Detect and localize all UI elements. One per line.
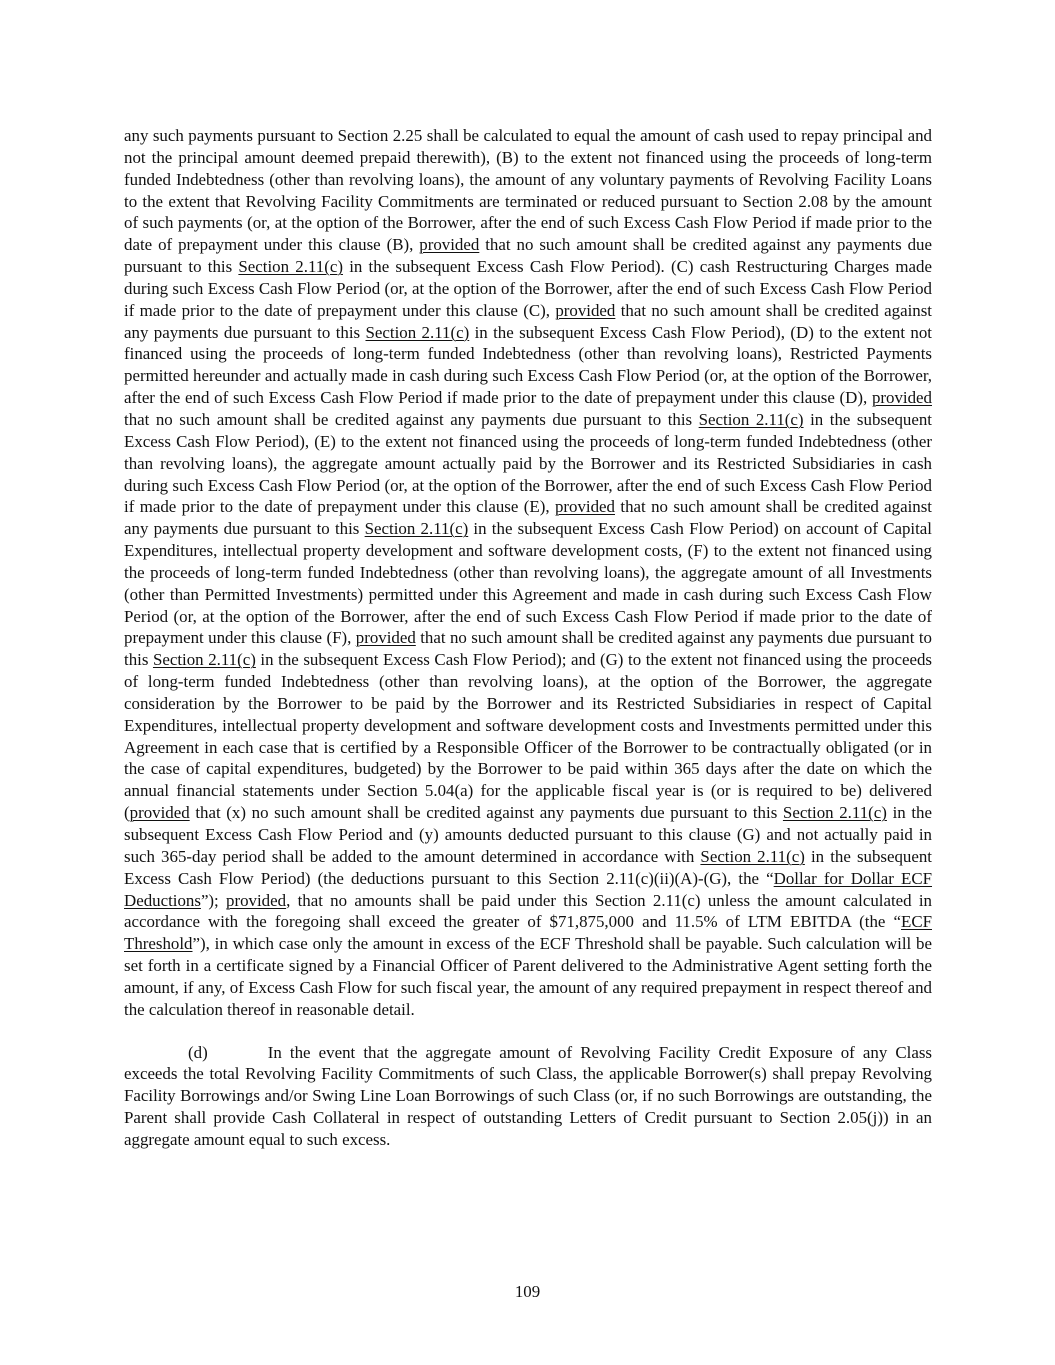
defined-term-provided: provided: [226, 890, 287, 910]
text-run: that no such amount shall be credited against any payments due pursuant to this: [124, 300, 932, 342]
paragraph-spacer: [124, 1021, 932, 1042]
section-reference: Section 2.11(c): [365, 322, 470, 342]
defined-term-provided: provided: [555, 300, 616, 320]
text-run: in the subsequent Excess Cash Flow Period) on account of Capital Expenditures, intellectual property development and software development costs, (F) to the extent not financed using the proceeds of long-term funded Indebtedness (other than revolving loans), the aggregate amount of all Investments (other than Permitted Investments) permitted under this Agreement and made in cash during such Excess Cash Flow Period (or, at the option of the Borrower, after the end of such Excess Cash Flow Period if made prior to the date of prepayment under this clause (F),: [124, 519, 932, 648]
defined-term-provided: provided: [129, 803, 190, 823]
section-reference: Section 2.11(c): [364, 519, 469, 539]
defined-term-provided: provided: [871, 388, 932, 408]
section-reference: Section 2.11(c): [782, 803, 887, 823]
section-reference: Section 2.11(c): [152, 650, 256, 670]
page-number: 109: [514, 1282, 541, 1301]
text-run: in the subsequent Excess Cash Flow Period) (the deductions pursuant to this Section 2.11(c)(ii)(A)-(G), the “: [124, 846, 932, 888]
text-run: in the subsequent Excess Cash Flow Period), (E) to the extent not financed using the proceeds of long-term funded Indebtedness (other than revolving loans), the aggregate amount actually paid by the Borrower and its Restricted Subsidiaries in cash during such Excess Cash Flow Period (or, at the option of the Borrower, after the end of such Excess Cash Flow Period if made prior to the date of prepayment under this clause (E),: [124, 409, 932, 517]
document-page: [124, 125, 932, 1151]
clause-label: (d): [188, 1042, 208, 1062]
clause-text: In the event that the aggregate amount of Revolving Facility Credit Exposure of any Class exceeds the total Revolving Facility Commitments of such Class, the applicable Borrower(s) shall prepay Revolving Facility Borrowings and/or Swing Line Loan Borrowings of such Class (or, if no such Borrowings are outstanding, the Parent shall provide Cash Collateral in respect of outstanding Letters of Credit pursuant to Section 2.05(j)) in an aggregate amount equal to such excess.: [124, 1042, 932, 1149]
text-run: in the subsequent Excess Cash Flow Period and (y) amounts deducted pursuant to this clause (G) and not actually paid in such 365-day period shall be added to the amount determined in accordance with: [124, 803, 932, 866]
paragraph-clause-d: [124, 1042, 932, 1151]
text-run: that no such amount shall be credited against any payments due pursuant to this: [124, 497, 932, 539]
defined-term-dollar-for-dollar: Dollar for Dollar ECF Deductions: [124, 868, 933, 910]
text-run: , that no amounts shall be paid under this Section 2.11(c) unless the amount calculated in accordance with the foregoing shall exceed the greater of $71,875,000 and 11.5% of LTM EBITDA (the “: [124, 890, 932, 932]
text-run: ”), in which case only the amount in excess of the ECF Threshold shall be payable. Such calculation will be set forth in a certificate signed by a Financial Officer of Parent delivered to the Administrative Agent setting forth the amount, if any, of Excess Cash Flow for such fiscal year, the amount of any required prepayment in respect thereof and the calculation thereof in reasonable detail.: [124, 934, 932, 1019]
defined-term-ecf-threshold: ECF Threshold: [124, 912, 932, 954]
defined-term-provided: provided: [419, 235, 480, 255]
text-run: in the subsequent Excess Cash Flow Period). (C) cash Restructuring Charges made during such Excess Cash Flow Period (or, at the option of the Borrower, after the end of such Excess Cash Flow Period if made prior to the date of prepayment under this clause (C),: [124, 257, 932, 320]
section-reference: Section 2.11(c): [238, 257, 343, 277]
text-run: that no such amount shall be credited against any payments due pursuant to this: [124, 409, 699, 429]
text-run: any such payments pursuant to Section 2.25 shall be calculated to equal the amount of cash used to repay principal and not the principal amount deemed prepaid therewith), (B) to the extent not financed using the proceeds of long-term funded Indebtedness (other than revolving loans), the amount of any voluntary payments of Revolving Facility Loans to the extent that Revolving Facility Commitments are terminated or reduced pursuant to Section 2.08 by the amount of such payments (or, at the option of the Borrower, after the end of such Excess Cash Flow Period if made prior to the date of prepayment under this clause (B),: [124, 126, 932, 255]
text-run: in the subsequent Excess Cash Flow Period), (D) to the extent not financed using the proceeds of long-term funded Indebtedness (other than revolving loans), Restricted Payments permitted hereunder and actually made in cash during such Excess Cash Flow Period (or, at the option of the Borrower, after the end of such Excess Cash Flow Period if made prior to the date of prepayment under this clause (D),: [124, 322, 932, 408]
paragraph-ecf-deductions: [124, 125, 932, 1021]
defined-term-provided: provided: [355, 628, 416, 648]
text-run: that (x) no such amount shall be credited against any payments due pursuant to this: [189, 803, 783, 823]
defined-term-provided: provided: [554, 497, 615, 517]
section-reference: Section 2.11(c): [700, 846, 805, 866]
text-run: that no such amount shall be credited against any payments due pursuant to this: [124, 628, 932, 670]
text-run: that no such amount shall be credited against any payments due pursuant to this: [124, 235, 932, 277]
text-run: in the subsequent Excess Cash Flow Period); and (G) to the extent not financed using the proceeds of long-term funded Indebtedness (other than revolving loans), at the option of the Borrower, the aggregate consideration by the Borrower to be paid by the Borrower and its Restricted Subsidiaries in respect of Capital Expenditures, intellectual property development and software development costs and Investments permitted under this Agreement in each case that is certified by a Responsible Officer of the Borrower to be contractually obligated (or in the case of capital expenditures, budgeted) by the Borrower to be paid within 365 days after the date on which the annual financial statements under Section 5.04(a) for the applicable fiscal year is (or is required to be) delivered (: [124, 650, 932, 823]
section-reference: Section 2.11(c): [698, 409, 804, 429]
text-run: ”);: [200, 890, 227, 910]
